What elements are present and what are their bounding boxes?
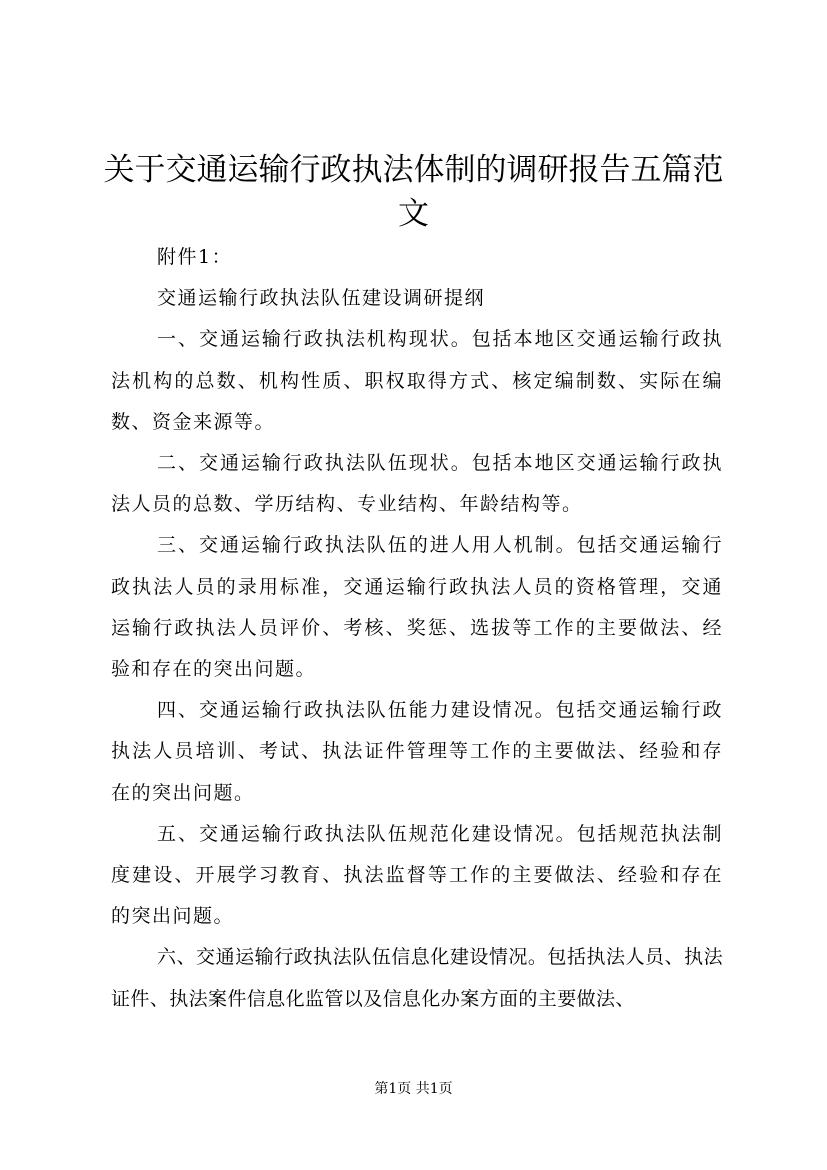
paragraph-item-5: 五、交通运输行政执法队伍规范化建设情况。包括规范执法制度建设、开展学习教育、执法监督等工作的主要做法、经验和存在的突出问题。 xyxy=(111,822,723,928)
paragraph-item-2: 二、交通运输行政执法队伍现状。包括本地区交通运输行政执法人员的总数、学历结构、专业结构、年龄结构等。 xyxy=(111,452,723,516)
document-body xyxy=(111,237,723,1020)
document-title: 关于交通运输行政执法体制的调研报告五篇范文 xyxy=(103,152,724,232)
paragraph-outline-title: 交通运输行政执法队伍建设调研提纲 xyxy=(157,287,486,310)
page-footer: 第1页 共1页 xyxy=(374,1081,453,1097)
paragraph-item-3: 三、交通运输行政执法队伍的进人用人机制。包括交通运输行政执法人员的录用标准，交通运输行政执法人员的资格管理，交通运输行政执法人员评价、考核、奖惩、选拔等工作的主要做法、经验和存在的突出问题。 xyxy=(111,534,723,681)
paragraph-item-4: 四、交通运输行政执法队伍能力建设情况。包括交通运输行政执法人员培训、考试、执法证件管理等工作的主要做法、经验和存在的突出问题。 xyxy=(111,699,723,804)
paragraph-item-6: 六、交通运输行政执法队伍信息化建设情况。包括执法人员、执法证件、执法案件信息化监管以及信息化办案方面的主要做法、 xyxy=(111,946,723,1010)
paragraph-item-1: 一、交通运输行政执法机构现状。包括本地区交通运输行政执法机构的总数、机构性质、职权取得方式、核定编制数、实际在编数、资金来源等。 xyxy=(111,328,723,433)
paragraph-attachment-label: 附件1： xyxy=(157,246,233,268)
